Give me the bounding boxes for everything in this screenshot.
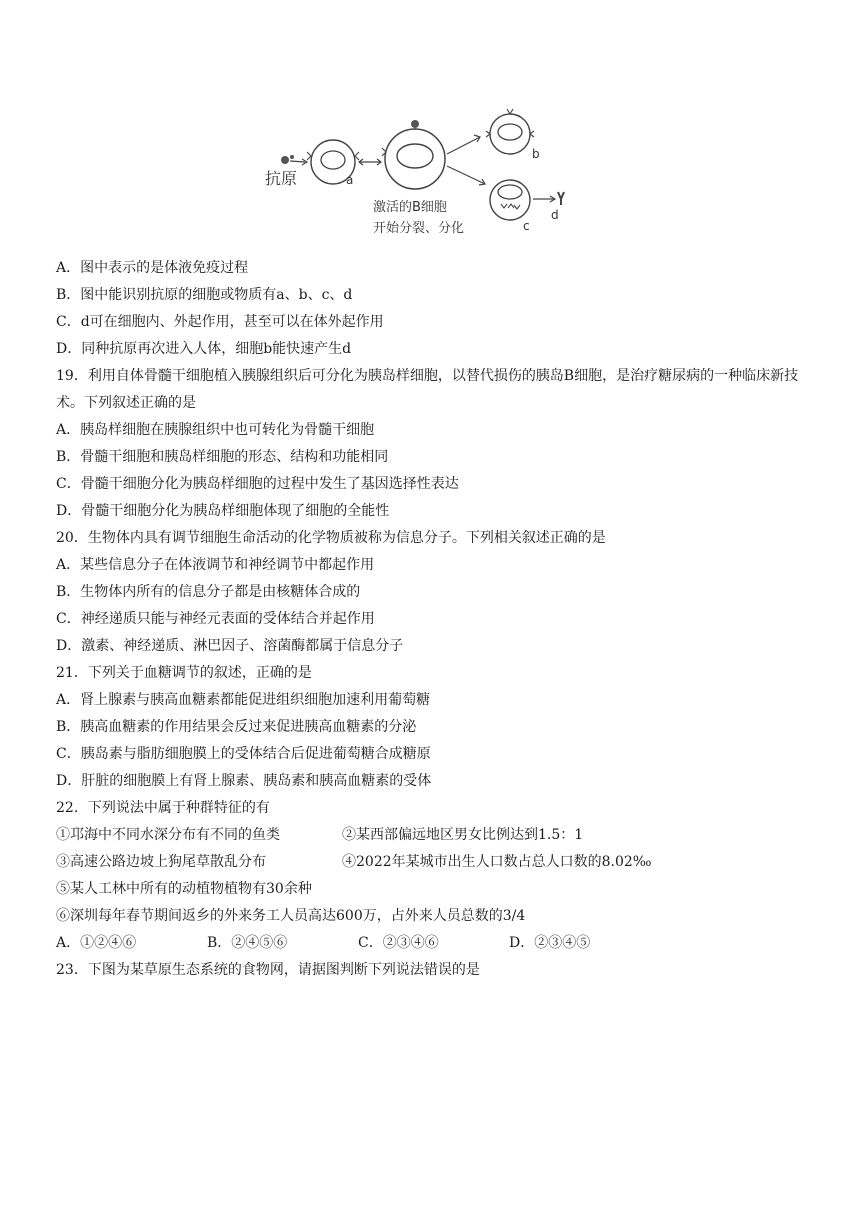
label-b: b	[532, 147, 540, 161]
secretion-arrow	[533, 196, 555, 202]
q18-option-d: D．同种抗原再次进入人体，细胞b能快速产生d	[56, 341, 352, 357]
q19-option-c: C．骨髓干细胞分化为胰岛样细胞的过程中发生了基因选择性表达	[56, 476, 459, 492]
q22-statement-4: ④2022年某城市出生人口数占总人口数的8.02‰	[342, 854, 652, 870]
q23-stem: 23．下图为某草原生态系统的食物网，请据图判断下列说法错误的是	[56, 962, 480, 978]
q22-statement-5: ⑤某人工林中所有的动植物植物有30余种	[56, 881, 312, 897]
q18-option-a: A．图中表示的是体液免疫过程	[56, 260, 249, 276]
cell-b	[486, 109, 534, 154]
q21-option-d: D．肝脏的细胞膜上有肾上腺素、胰岛素和胰高血糖素的受体	[56, 773, 432, 789]
q22-option-d: D．②③④⑤	[509, 935, 591, 951]
antibody-d	[558, 192, 564, 205]
q20-option-a: A．某些信息分子在体液调节和神经调节中都起作用	[56, 557, 375, 573]
label-d: d	[551, 208, 559, 222]
diagram-svg	[255, 104, 565, 254]
antigen-particle	[281, 155, 307, 165]
b-cell-immune-diagram	[255, 104, 565, 254]
q22-option-b: B．②④⑤⑥	[207, 935, 288, 951]
activated-b-cell	[382, 120, 445, 189]
q19-option-b: B．骨髓干细胞和胰岛样细胞的形态、结构和功能相同	[56, 449, 389, 465]
q20-option-d: D．激素、神经递质、淋巴因子、溶菌酶都属于信息分子	[56, 638, 404, 654]
q20-stem: 20．生物体内具有调节细胞生命活动的化学物质被称为信息分子。下列相关叙述正确的是	[56, 530, 606, 546]
caption-line-1: 激活的B细胞	[373, 200, 447, 215]
caption-line-2: 开始分裂、分化	[373, 221, 465, 236]
q18-option-b: B．图中能识别抗原的细胞或物质有a、b、c、d	[56, 287, 353, 303]
label-a: a	[346, 173, 354, 187]
cell-c	[490, 180, 530, 220]
q22-statement-6: ⑥深圳每年春节期间返乡的外来务工人员高达600万，占外来人员总数的3/4	[56, 908, 526, 924]
q21-option-a: A．肾上腺素与胰高血糖素都能促进组织细胞加速利用葡萄糖	[56, 692, 431, 708]
q22-statement-row-1	[56, 822, 816, 849]
q18-option-c: C．d可在细胞内、外起作用，甚至可以在体外起作用	[56, 314, 384, 330]
q19-stem: 19．利用自体骨髓干细胞植入胰腺组织后可分化为胰岛样细胞，以替代损伤的胰岛B细胞，是治疗糖尿病的一种临床新技术。下列叙述正确的是	[56, 368, 799, 411]
q22-statement-row-2	[56, 849, 816, 876]
question-content	[56, 255, 816, 984]
q21-option-b: B．胰高血糖素的作用结果会反过来促进胰高血糖素的分泌	[56, 719, 417, 735]
q22-statement-3: ③高速公路边坡上狗尾草散乱分布	[56, 854, 266, 870]
q20-option-b: B．生物体内所有的信息分子都是由核糖体合成的	[56, 584, 361, 600]
q22-option-c: C．②③④⑥	[358, 935, 439, 951]
antigen-label: 抗原	[265, 169, 298, 188]
q22-statement-1: ①邛海中不同水深分布有不同的鱼类	[56, 827, 280, 843]
exchange-arrow	[359, 159, 381, 165]
q22-statement-2: ②某西部偏远地区男女比例达到1.5：1	[342, 827, 584, 843]
differentiation-arrows	[447, 135, 485, 185]
q19-option-d: D．骨髓干细胞分化为胰岛样细胞体现了细胞的全能性	[56, 503, 390, 519]
q19-option-a: A．胰岛样细胞在胰腺组织中也可转化为骨髓干细胞	[56, 422, 375, 438]
label-c: c	[523, 219, 530, 233]
q22-options	[56, 930, 816, 957]
q22-option-a: A．①②④⑥	[56, 935, 137, 951]
q22-stem: 22．下列说法中属于种群特征的有	[56, 800, 270, 816]
q21-option-c: C．胰岛素与脂肪细胞膜上的受体结合后促进葡萄糖合成糖原	[56, 746, 431, 762]
q20-option-c: C．神经递质只能与神经元表面的受体结合并起作用	[56, 611, 375, 627]
q21-stem: 21．下列关于血糖调节的叙述，正确的是	[56, 665, 312, 681]
